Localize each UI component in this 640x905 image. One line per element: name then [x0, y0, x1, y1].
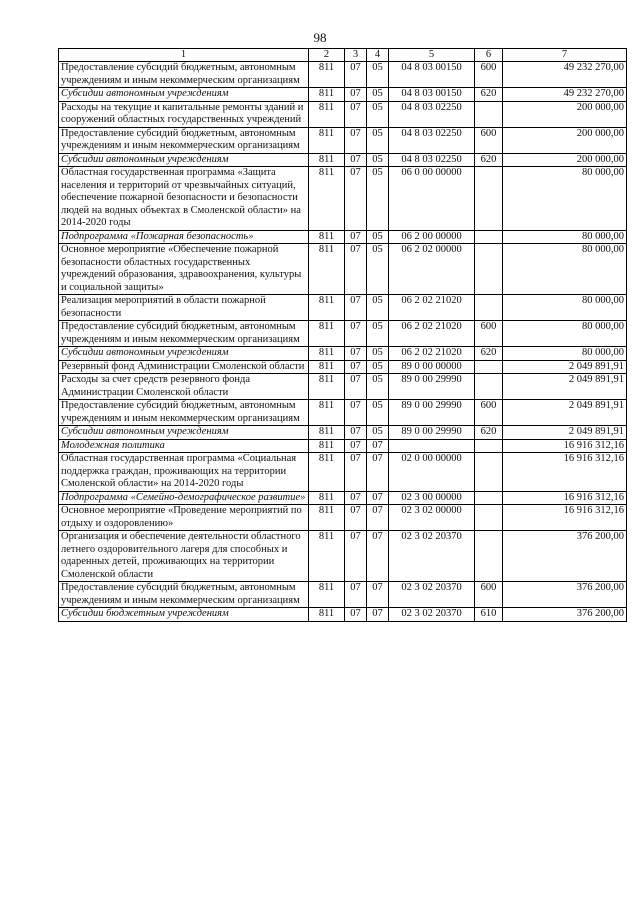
row-amount-cell: 2 049 891,91	[503, 360, 627, 374]
row-amount-cell: 200 000,00	[503, 153, 627, 167]
row-subsection-cell: 07	[367, 439, 389, 453]
row-target-code-cell: 02 3 02 20370	[389, 608, 475, 622]
table-row	[59, 400, 627, 426]
row-target-code-cell: 04 8 03 02250	[389, 127, 475, 153]
row-subsection-cell: 07	[367, 531, 389, 582]
row-admin-code-cell: 811	[309, 101, 345, 127]
row-section-cell: 07	[345, 244, 367, 295]
row-section-cell: 07	[345, 127, 367, 153]
table-row	[59, 531, 627, 582]
row-admin-code-cell: 811	[309, 167, 345, 231]
row-section-cell: 07	[345, 347, 367, 361]
row-expense-type-cell: 620	[475, 347, 503, 361]
row-amount-cell: 16 916 312,16	[503, 453, 627, 492]
row-amount-cell: 80 000,00	[503, 347, 627, 361]
row-expense-type-cell: 600	[475, 400, 503, 426]
row-amount-cell: 16 916 312,16	[503, 491, 627, 505]
row-section-cell: 07	[345, 62, 367, 88]
row-subsection-cell: 07	[367, 505, 389, 531]
row-amount-cell: 80 000,00	[503, 167, 627, 231]
row-target-code-cell: 89 0 00 29990	[389, 400, 475, 426]
header-cell: 5	[389, 49, 475, 62]
row-name-cell: Предоставление субсидий бюджетным, автономным учреждениям и иным некоммерческим организациям	[59, 62, 309, 88]
row-target-code-cell: 89 0 00 29990	[389, 426, 475, 440]
table-row	[59, 505, 627, 531]
row-admin-code-cell: 811	[309, 491, 345, 505]
row-expense-type-cell	[475, 531, 503, 582]
row-subsection-cell: 05	[367, 153, 389, 167]
row-name-cell: Предоставление субсидий бюджетным, автономным учреждениям и иным некоммерческим организациям	[59, 400, 309, 426]
row-admin-code-cell: 811	[309, 582, 345, 608]
row-target-code-cell: 89 0 00 29990	[389, 374, 475, 400]
row-amount-cell: 80 000,00	[503, 321, 627, 347]
table-row	[59, 127, 627, 153]
header-cell: 7	[503, 49, 627, 62]
header-cell: 3	[345, 49, 367, 62]
row-admin-code-cell: 811	[309, 439, 345, 453]
row-subsection-cell: 05	[367, 167, 389, 231]
row-target-code-cell: 06 0 00 00000	[389, 167, 475, 231]
row-amount-cell: 376 200,00	[503, 608, 627, 622]
budget-table	[58, 48, 627, 622]
table-row	[59, 321, 627, 347]
row-subsection-cell: 05	[367, 101, 389, 127]
row-amount-cell: 376 200,00	[503, 531, 627, 582]
header-cell: 2	[309, 49, 345, 62]
row-admin-code-cell: 811	[309, 88, 345, 102]
table-row	[59, 439, 627, 453]
row-section-cell: 07	[345, 230, 367, 244]
row-name-cell: Подпрограмма «Пожарная безопасность»	[59, 230, 309, 244]
row-target-code-cell	[389, 439, 475, 453]
table-row	[59, 347, 627, 361]
row-subsection-cell: 05	[367, 244, 389, 295]
row-expense-type-cell: 600	[475, 582, 503, 608]
row-target-code-cell: 06 2 02 00000	[389, 244, 475, 295]
row-expense-type-cell: 600	[475, 127, 503, 153]
row-admin-code-cell: 811	[309, 347, 345, 361]
row-expense-type-cell: 600	[475, 321, 503, 347]
row-section-cell: 07	[345, 439, 367, 453]
row-amount-cell: 80 000,00	[503, 230, 627, 244]
table-row	[59, 453, 627, 492]
table-row	[59, 167, 627, 231]
page-number: 98	[313, 30, 327, 45]
row-target-code-cell: 02 3 02 20370	[389, 582, 475, 608]
row-admin-code-cell: 811	[309, 321, 345, 347]
row-admin-code-cell: 811	[309, 127, 345, 153]
row-expense-type-cell	[475, 244, 503, 295]
row-subsection-cell: 05	[367, 426, 389, 440]
row-expense-type-cell: 600	[475, 62, 503, 88]
row-amount-cell: 16 916 312,16	[503, 439, 627, 453]
row-name-cell: Основное мероприятие «Проведение мероприятий по отдыху и оздоровлению»	[59, 505, 309, 531]
row-admin-code-cell: 811	[309, 453, 345, 492]
row-expense-type-cell	[475, 453, 503, 492]
header-cell: 4	[367, 49, 389, 62]
row-target-code-cell: 06 2 02 21020	[389, 295, 475, 321]
row-target-code-cell: 04 8 03 00150	[389, 88, 475, 102]
row-amount-cell: 49 232 270,00	[503, 88, 627, 102]
table-row	[59, 360, 627, 374]
row-admin-code-cell: 811	[309, 244, 345, 295]
row-name-cell: Резервный фонд Администрации Смоленской области	[59, 360, 309, 374]
row-target-code-cell: 02 3 02 20370	[389, 531, 475, 582]
row-admin-code-cell: 811	[309, 426, 345, 440]
row-section-cell: 07	[345, 295, 367, 321]
row-subsection-cell: 05	[367, 374, 389, 400]
row-expense-type-cell	[475, 101, 503, 127]
row-subsection-cell: 07	[367, 491, 389, 505]
row-expense-type-cell	[475, 491, 503, 505]
row-admin-code-cell: 811	[309, 505, 345, 531]
row-amount-cell: 16 916 312,16	[503, 505, 627, 531]
row-section-cell: 07	[345, 101, 367, 127]
row-target-code-cell: 06 2 00 00000	[389, 230, 475, 244]
row-subsection-cell: 05	[367, 230, 389, 244]
table-row	[59, 426, 627, 440]
row-name-cell: Организация и обеспечение деятельности областного летнего оздоровительного лагеря для способных и одаренных детей, проживающих на территории Смоленской области	[59, 531, 309, 582]
row-subsection-cell: 05	[367, 400, 389, 426]
row-target-code-cell: 06 2 02 21020	[389, 321, 475, 347]
row-name-cell: Субсидии бюджетным учреждениям	[59, 608, 309, 622]
row-section-cell: 07	[345, 453, 367, 492]
row-target-code-cell: 04 8 03 02250	[389, 101, 475, 127]
row-admin-code-cell: 811	[309, 400, 345, 426]
row-expense-type-cell: 620	[475, 153, 503, 167]
row-amount-cell: 2 049 891,91	[503, 426, 627, 440]
table-row	[59, 244, 627, 295]
row-name-cell: Молодежная политика	[59, 439, 309, 453]
row-subsection-cell: 05	[367, 88, 389, 102]
row-expense-type-cell	[475, 360, 503, 374]
header-cell: 6	[475, 49, 503, 62]
row-expense-type-cell: 620	[475, 88, 503, 102]
row-section-cell: 07	[345, 360, 367, 374]
row-name-cell: Субсидии автономным учреждениям	[59, 153, 309, 167]
header-row	[59, 49, 627, 62]
row-expense-type-cell	[475, 230, 503, 244]
row-subsection-cell: 05	[367, 360, 389, 374]
row-amount-cell: 80 000,00	[503, 295, 627, 321]
row-admin-code-cell: 811	[309, 295, 345, 321]
table-row	[59, 62, 627, 88]
row-name-cell: Субсидии автономным учреждениям	[59, 347, 309, 361]
row-expense-type-cell	[475, 505, 503, 531]
row-amount-cell: 200 000,00	[503, 101, 627, 127]
row-section-cell: 07	[345, 167, 367, 231]
row-amount-cell: 49 232 270,00	[503, 62, 627, 88]
row-expense-type-cell	[475, 295, 503, 321]
row-target-code-cell: 89 0 00 00000	[389, 360, 475, 374]
row-expense-type-cell: 620	[475, 426, 503, 440]
table-row	[59, 608, 627, 622]
row-expense-type-cell: 610	[475, 608, 503, 622]
row-expense-type-cell	[475, 374, 503, 400]
table-row	[59, 88, 627, 102]
row-subsection-cell: 05	[367, 62, 389, 88]
table-row	[59, 582, 627, 608]
row-amount-cell: 80 000,00	[503, 244, 627, 295]
row-name-cell: Основное мероприятие «Обеспечение пожарной безопасности областных государственных учреждений образования, здравоохранения, культуры и социальной защиты»	[59, 244, 309, 295]
row-section-cell: 07	[345, 153, 367, 167]
row-amount-cell: 200 000,00	[503, 127, 627, 153]
table-row	[59, 374, 627, 400]
row-target-code-cell: 04 8 03 02250	[389, 153, 475, 167]
row-amount-cell: 376 200,00	[503, 582, 627, 608]
row-section-cell: 07	[345, 582, 367, 608]
row-section-cell: 07	[345, 400, 367, 426]
row-name-cell: Подпрограмма «Семейно-демографическое развитие»	[59, 491, 309, 505]
row-name-cell: Расходы на текущие и капитальные ремонты зданий и сооружений областных государственных учреждений	[59, 101, 309, 127]
row-target-code-cell: 06 2 02 21020	[389, 347, 475, 361]
row-name-cell: Реализация мероприятий в области пожарной безопасности	[59, 295, 309, 321]
header-cell: 1	[59, 49, 309, 62]
table-row	[59, 101, 627, 127]
table-row	[59, 491, 627, 505]
row-expense-type-cell	[475, 167, 503, 231]
row-target-code-cell: 02 3 02 00000	[389, 505, 475, 531]
row-admin-code-cell: 811	[309, 360, 345, 374]
row-subsection-cell: 07	[367, 453, 389, 492]
row-name-cell: Предоставление субсидий бюджетным, автономным учреждениям и иным некоммерческим организациям	[59, 582, 309, 608]
row-subsection-cell: 05	[367, 295, 389, 321]
row-name-cell: Расходы за счет средств резервного фонда Администрации Смоленской области	[59, 374, 309, 400]
row-subsection-cell: 05	[367, 127, 389, 153]
row-admin-code-cell: 811	[309, 608, 345, 622]
row-section-cell: 07	[345, 491, 367, 505]
row-section-cell: 07	[345, 88, 367, 102]
row-section-cell: 07	[345, 608, 367, 622]
row-amount-cell: 2 049 891,91	[503, 400, 627, 426]
table-row	[59, 230, 627, 244]
row-amount-cell: 2 049 891,91	[503, 374, 627, 400]
row-section-cell: 07	[345, 531, 367, 582]
row-name-cell: Областная государственная программа «Социальная поддержка граждан, проживающих на территории Смоленской области» на 2014-2020 годы	[59, 453, 309, 492]
row-admin-code-cell: 811	[309, 153, 345, 167]
row-admin-code-cell: 811	[309, 531, 345, 582]
row-name-cell: Предоставление субсидий бюджетным, автономным учреждениям и иным некоммерческим организациям	[59, 321, 309, 347]
row-subsection-cell: 07	[367, 608, 389, 622]
row-name-cell: Предоставление субсидий бюджетным, автономным учреждениям и иным некоммерческим организациям	[59, 127, 309, 153]
row-name-cell: Субсидии автономным учреждениям	[59, 426, 309, 440]
row-subsection-cell: 07	[367, 582, 389, 608]
row-section-cell: 07	[345, 374, 367, 400]
row-name-cell: Субсидии автономным учреждениям	[59, 88, 309, 102]
row-subsection-cell: 05	[367, 347, 389, 361]
row-target-code-cell: 02 0 00 00000	[389, 453, 475, 492]
row-admin-code-cell: 811	[309, 62, 345, 88]
row-expense-type-cell	[475, 439, 503, 453]
table-row	[59, 153, 627, 167]
row-section-cell: 07	[345, 321, 367, 347]
row-admin-code-cell: 811	[309, 374, 345, 400]
row-admin-code-cell: 811	[309, 230, 345, 244]
row-section-cell: 07	[345, 426, 367, 440]
row-subsection-cell: 05	[367, 321, 389, 347]
row-target-code-cell: 04 8 03 00150	[389, 62, 475, 88]
table-row	[59, 295, 627, 321]
row-section-cell: 07	[345, 505, 367, 531]
row-target-code-cell: 02 3 00 00000	[389, 491, 475, 505]
row-name-cell: Областная государственная программа «Защита населения и территорий от чрезвычайных ситуаций, обеспечение пожарной безопасности и безопасности людей на водных объектах в Смоленской области» на 2014-2020 годы	[59, 167, 309, 231]
